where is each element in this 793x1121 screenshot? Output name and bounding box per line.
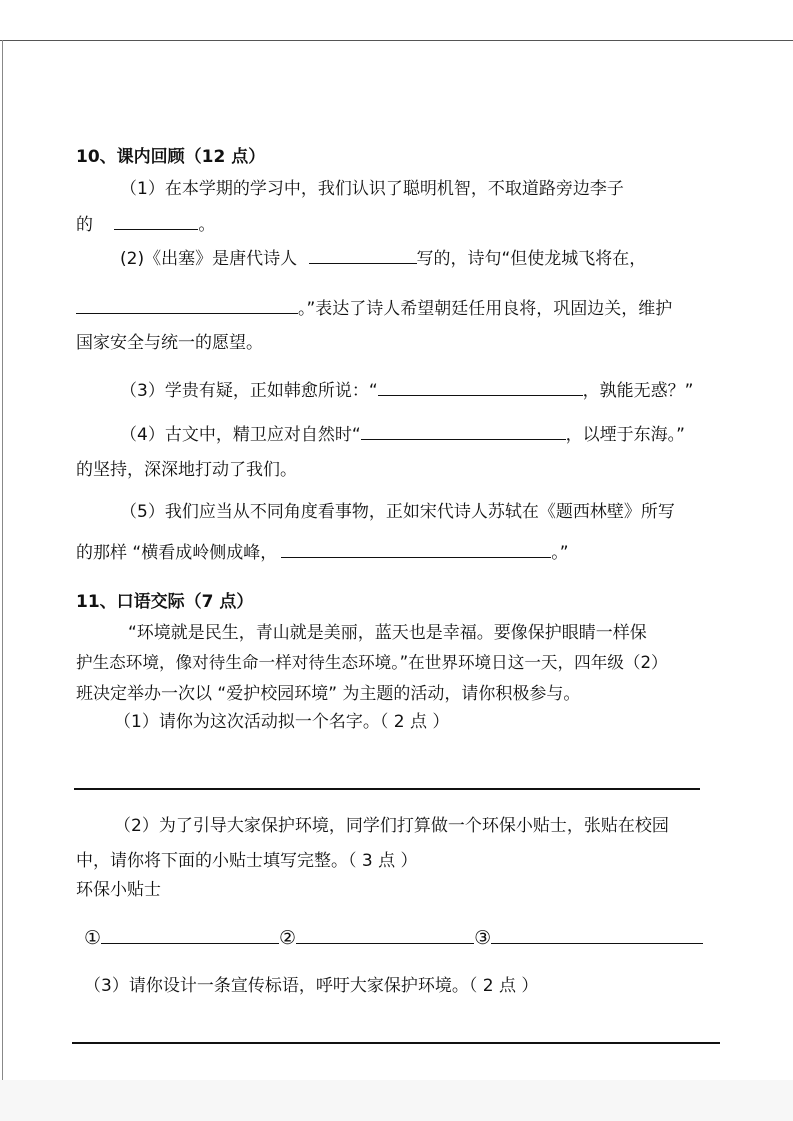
q11-intro-line3: 班决定举办一次以 “爱护校园环境” 为主题的活动，请你积极参与。 [76, 684, 581, 704]
q11-sub2-line2: 中，请你将下面的小贴士填写完整。（ 3 点 ） [76, 851, 418, 871]
page-left-border [2, 40, 3, 1080]
tip-mark-1: ① [84, 927, 102, 949]
q11-intro-line2: 护生态环境，像对待生命一样对待生态环境。”在世界环境日这一天，四年级（2） [76, 653, 668, 672]
tip-1-blank[interactable] [101, 925, 279, 944]
q10-title: 10、课内回顾（12 点） [76, 147, 266, 167]
q10-p2-poet-blank[interactable] [309, 245, 417, 264]
q10-p1-answer-blank[interactable] [114, 211, 198, 230]
q10-p2-line2-text: 。”表达了诗人希望朝廷任用良将，巩固边关，维护 [298, 299, 673, 319]
q11-sub3: （3）请你设计一条宣传标语，呼吁大家保护环境。（ 2 点 ） [84, 976, 539, 996]
q10-p4-line2: 的坚持，深深地打动了我们。 [76, 460, 297, 480]
q10-p2-line1 [120, 245, 646, 270]
q10-p3 [120, 377, 693, 402]
q11-sub2-line1: （2）为了引导大家保护环境，同学们打算做一个环保小贴士，张贴在校园 [114, 816, 669, 836]
q10-p1-line2 [76, 211, 215, 236]
q10-p5-prefix: 的那样 “横看成岭侧成峰， [76, 543, 278, 563]
q10-p2-suffix: 写的，诗句“但使龙城飞将在， [416, 249, 647, 269]
q10-p4-suffix: ，以堙于东海。” [565, 425, 685, 445]
tips-title: 环保小贴士 [76, 880, 161, 900]
page-bottom-margin [0, 1080, 793, 1121]
q10-p3-suffix: ，孰能无惑？” [582, 381, 694, 401]
q10-p5-line1: （5）我们应当从不同角度看事物，正如宋代诗人苏轼在《题西林壁》所写 [120, 502, 675, 522]
q10-p2-line3: 国家安全与统一的愿望。 [76, 333, 263, 353]
page-top-border [0, 40, 793, 41]
q11-intro-line1: “环境就是民生，青山就是美丽，蓝天也是幸福。要像保护眼睛一样保 [128, 623, 647, 643]
q11-title: 11、口语交际（7 点） [76, 592, 254, 612]
q11-sub1: （1）请你为这次活动拟一个名字。（ 2 点 ） [114, 712, 450, 732]
q10-p5-answer-blank[interactable] [281, 539, 551, 558]
q10-p1-suffix: 。 [198, 215, 216, 235]
q10-p4-line1 [120, 421, 685, 446]
q10-p1-line1: （1）在本学期的学习中，我们认识了聪明机智，不取道路旁边李子 [120, 179, 624, 199]
tip-2-blank[interactable] [296, 925, 474, 944]
tip-mark-3: ③ [474, 927, 492, 949]
q10-p4-answer-blank[interactable] [361, 421, 566, 440]
q10-p1-prefix: 的 [76, 215, 93, 235]
q10-p3-prefix: （3）学贵有疑，正如韩愈所说：“ [120, 381, 378, 401]
q10-p4-prefix: （4）古文中，精卫应对自然时“ [120, 425, 361, 445]
q10-p2-line2 [76, 295, 672, 320]
tips-row [84, 925, 703, 950]
q10-p5-line2 [76, 539, 569, 564]
q11-sub3-answer-line[interactable] [72, 1042, 720, 1044]
q11-sub1-answer-line[interactable] [74, 788, 700, 790]
tip-3-blank[interactable] [491, 925, 703, 944]
q10-p3-answer-blank[interactable] [378, 377, 583, 396]
q10-p2-prefix: (2)《出塞》是唐代诗人 [120, 249, 298, 269]
q10-p5-suffix: 。” [551, 543, 569, 563]
tip-mark-2: ② [279, 927, 297, 949]
q10-p2-verse-blank[interactable] [76, 295, 298, 314]
